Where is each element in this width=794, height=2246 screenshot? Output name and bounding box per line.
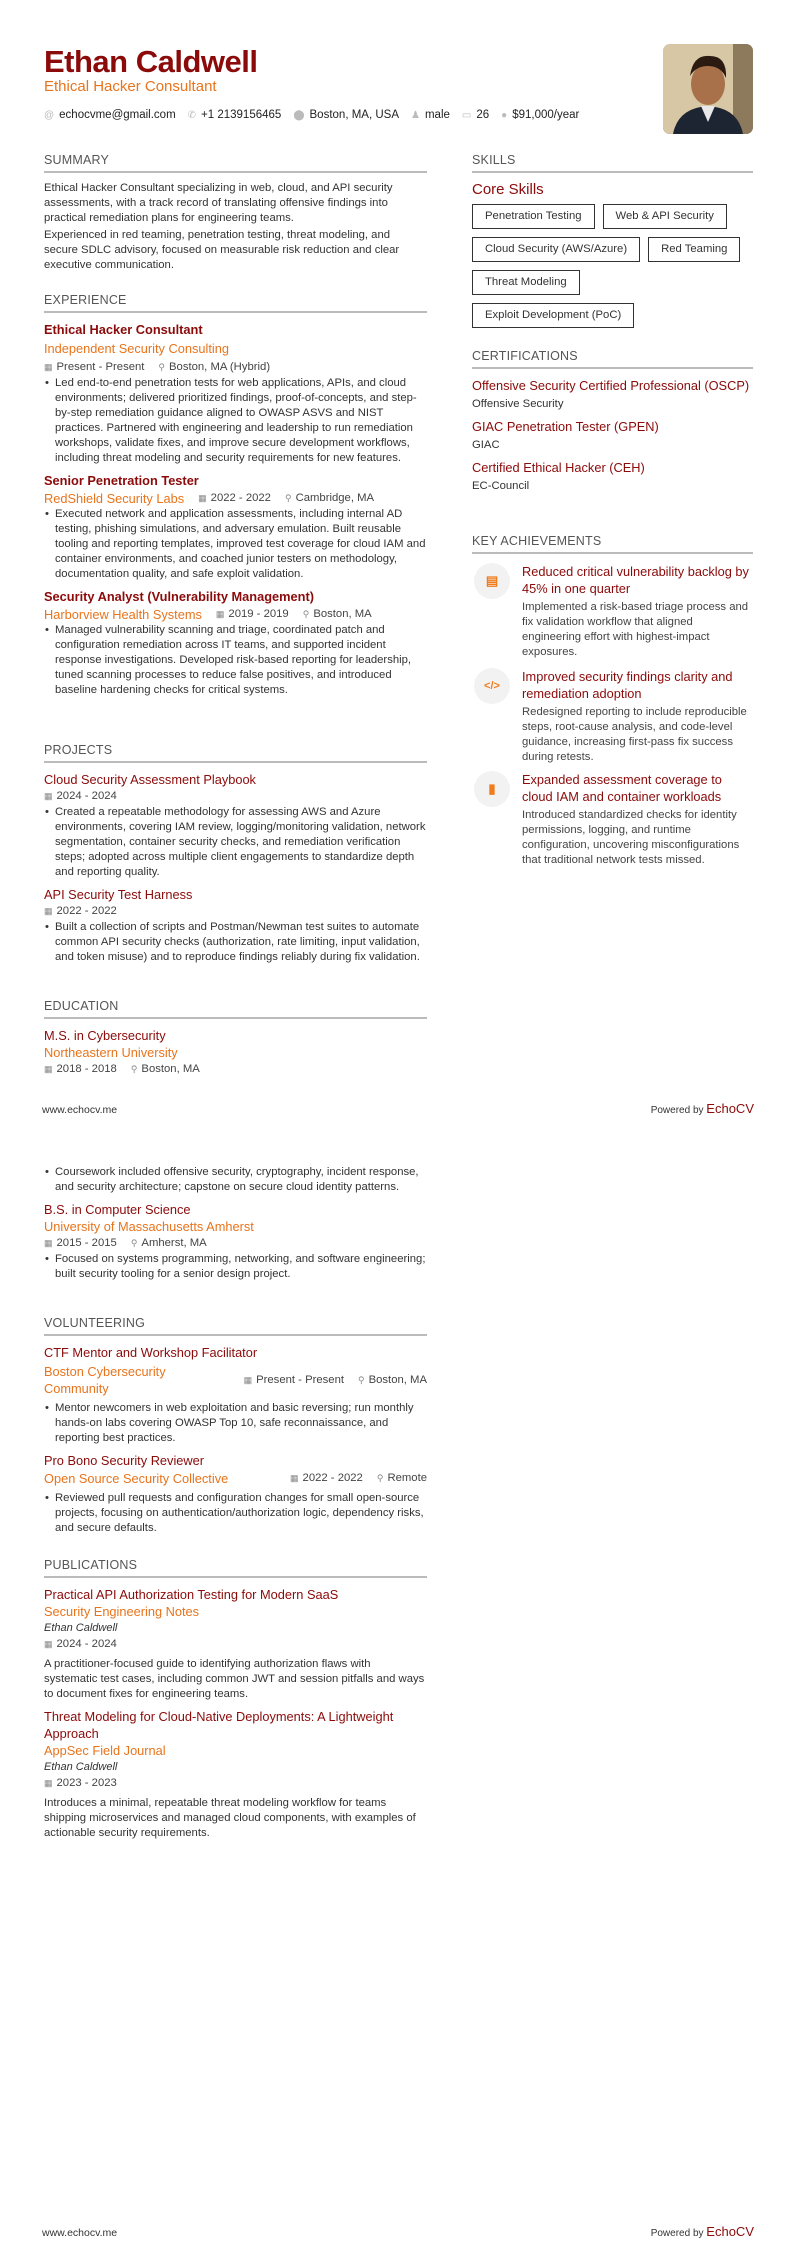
project-bullet: • Built a collection of scripts and Postman/Newman test suites to automate common API security checks (authorization, rate limiting, input validation, and token misuse) and to reproduce findings reliably during fix validation.: [44, 920, 427, 965]
education-heading: EDUCATION: [44, 999, 427, 1019]
project-item: [44, 886, 427, 965]
location-pin-icon: ⚲: [302, 609, 310, 619]
publication-publisher: AppSec Field Journal: [44, 1743, 166, 1758]
publications-section: [44, 1558, 427, 1847]
achievements-heading: KEY ACHIEVEMENTS: [472, 534, 753, 554]
education-item: [44, 1201, 427, 1282]
job-bullet: • Managed vulnerability scanning and triage, coordinated patch and configuration remediation across IT teams, and supported incident response investigations. Developed risk-based reporting for leadership, tuned scanning processes to reduce false positives, and introduced baseline hardening checks for critical systems.: [44, 623, 427, 698]
calendar-icon: ▦: [215, 609, 225, 619]
summary-heading: SUMMARY: [44, 153, 427, 173]
calendar-icon: ▦: [44, 791, 53, 801]
publication-item: [44, 1586, 427, 1702]
brand-logo: EchoCV: [706, 1101, 754, 1116]
location-pin-icon: ⚲: [130, 1064, 138, 1074]
volunteer-bullet: • Mentor newcomers in web exploitation and basic reversing; run monthly hands-on labs covering OWASP Top 10, safe reconnaissance, and reporting best practices.: [44, 1401, 427, 1446]
education-continued: [44, 1165, 427, 1282]
volunteer-title: CTF Mentor and Workshop Facilitator: [44, 1345, 258, 1360]
calendar-icon: ▦: [44, 362, 53, 372]
location-pin-icon: ⚲: [284, 493, 292, 503]
volunteer-item: [44, 1344, 427, 1446]
job-title: Senior Penetration Tester: [44, 473, 199, 488]
volunteer-title: Pro Bono Security Reviewer: [44, 1453, 205, 1468]
volunteer-meta: ▦ 2022 - 2022 ⚲ Remote: [290, 1472, 427, 1484]
publication-title: Threat Modeling for Cloud-Native Deployments: A Lightweight Approach: [44, 1709, 394, 1741]
cert-name: Offensive Security Certified Professional (OSCP): [472, 378, 750, 393]
footer-powered-by: Powered by EchoCV: [650, 1101, 754, 1116]
person-icon: ♟: [411, 110, 420, 121]
experience-section: [44, 293, 427, 704]
skill-tag: Threat Modeling: [472, 270, 580, 295]
phone-icon: ✆: [187, 110, 197, 121]
contact-email[interactable]: @ echocvme@gmail.com: [44, 109, 176, 121]
school-name: Northeastern University: [44, 1045, 178, 1060]
profile-photo: [663, 44, 753, 134]
publications-heading: PUBLICATIONS: [44, 1558, 427, 1578]
skill-tag: Web & API Security: [603, 204, 727, 229]
contact-gender: ♟ male: [411, 109, 450, 121]
achievement-description: Introduced standardized checks for identity permissions, logging, and runtime configuration, uncovering misconfigurations that traditional network tests missed.: [522, 809, 740, 866]
education-meta: ▦ 2015 - 2015 ⚲ Amherst, MA: [44, 1237, 207, 1249]
volunteer-org: Open Source Security Collective: [44, 1471, 229, 1486]
experience-heading: EXPERIENCE: [44, 293, 427, 313]
contact-row: [44, 109, 579, 121]
project-title: Cloud Security Assessment Playbook: [44, 772, 256, 787]
calendar-chart-icon: ▤: [474, 563, 510, 599]
at-icon: @: [44, 110, 55, 121]
contact-location: ⬤ Boston, MA, USA: [293, 109, 399, 121]
publication-publisher: Security Engineering Notes: [44, 1604, 200, 1619]
candidate-title: Ethical Hacker Consultant: [44, 78, 217, 95]
project-title: API Security Test Harness: [44, 887, 193, 902]
calendar-icon: ▦: [44, 1778, 53, 1788]
calendar-icon: ▦: [290, 1473, 299, 1483]
education-section: [44, 999, 427, 1078]
skill-tag: Exploit Development (PoC): [472, 303, 634, 328]
contact-phone[interactable]: ✆ +1 2139156465: [187, 109, 282, 121]
experience-item: [44, 588, 427, 698]
school-name: University of Massachusetts Amherst: [44, 1219, 254, 1234]
achievement-description: Redesigned reporting to include reproducible steps, root-cause analysis, and code-level guidance, increasing first-pass fix success during retests.: [522, 706, 747, 763]
publication-description: Introduces a minimal, repeatable threat modeling workflow for teams shipping microservices and managed cloud components, with examples of actionable security requirements.: [44, 1797, 416, 1839]
volunteer-org: Boston Cybersecurity Community: [44, 1364, 166, 1396]
code-icon: </>: [474, 668, 510, 704]
contact-salary: ● $91,000/year: [501, 109, 580, 121]
location-pin-icon: ⚲: [158, 362, 166, 372]
project-dates: ▦ 2024 - 2024: [44, 790, 117, 802]
calendar-icon: ▦: [44, 1639, 53, 1649]
resume-page-2: [0, 1123, 794, 2246]
certifications-heading: CERTIFICATIONS: [472, 349, 753, 369]
experience-item: [44, 472, 427, 582]
project-dates: ▦ 2022 - 2022: [44, 905, 117, 917]
job-title: Ethical Hacker Consultant: [44, 322, 203, 337]
education-bullet: • Coursework included offensive security, cryptography, incident response, and security architecture; capstone on secure cloud identity patterns.: [44, 1165, 427, 1195]
experience-item: [44, 321, 427, 466]
achievements-section: [472, 534, 753, 866]
job-meta: ▦ 2022 - 2022 ⚲ Cambridge, MA: [198, 492, 375, 504]
summary-paragraph: Experienced in red teaming, penetration testing, threat modeling, and secure SDLC advisory, focused on measurable risk reduction and clear executive communication.: [44, 229, 400, 271]
cert-name: Certified Ethical Hacker (CEH): [472, 460, 645, 475]
projects-section: [44, 743, 427, 971]
location-pin-icon: ⚲: [130, 1238, 138, 1248]
footer-powered-by: Powered by EchoCV: [650, 2224, 754, 2239]
location-icon: ⬤: [293, 110, 305, 121]
publication-author: Ethan Caldwell: [44, 1622, 118, 1634]
footer-website[interactable]: www.echocv.me: [42, 2227, 118, 2239]
location-pin-icon: ⚲: [376, 1473, 384, 1483]
cert-issuer: Offensive Security: [472, 398, 564, 410]
skills-heading: SKILLS: [472, 153, 753, 173]
volunteer-item: [44, 1452, 427, 1536]
degree-title: M.S. in Cybersecurity: [44, 1028, 166, 1043]
job-bullet: • Executed network and application assessments, including internal AD testing, phishing simulations, and adversary emulation. Built reusable tooling and reporting templates, improved test coverage for cloud IAM and container environments, and coached junior testers on methodology, documentation quality, and safe exploit validation.: [44, 507, 427, 582]
calendar-icon: ▦: [44, 1238, 53, 1248]
cert-issuer: GIAC: [472, 439, 500, 451]
summary-section: [44, 153, 427, 273]
calendar-icon: ▦: [198, 493, 207, 503]
money-icon: ●: [501, 110, 508, 121]
publication-title: Practical API Authorization Testing for Modern SaaS: [44, 1587, 339, 1602]
skill-tag: Cloud Security (AWS/Azure): [472, 237, 640, 262]
company-name: Harborview Health Systems: [44, 607, 202, 622]
volunteering-heading: VOLUNTEERING: [44, 1316, 427, 1336]
skills-group-title: Core Skills: [472, 181, 544, 198]
cert-issuer: EC-Council: [472, 480, 530, 492]
skill-tag: Penetration Testing: [472, 204, 595, 229]
skills-section: [472, 153, 753, 336]
calendar-icon: ▦: [243, 1374, 253, 1385]
achievement-title: Expanded assessment coverage to cloud IAM and container workloads: [522, 772, 722, 804]
volunteer-meta: ▦ Present - Present ⚲ Boston, MA: [243, 1373, 427, 1386]
job-meta: ▦ Present - Present ⚲ Boston, MA (Hybrid): [44, 361, 271, 373]
education-meta: ▦ 2018 - 2018 ⚲ Boston, MA: [44, 1063, 200, 1075]
achievement-description: Implemented a risk-based triage process and fix validation workflow that aligned engineering effort with highest-impact exposures.: [522, 601, 749, 658]
calendar-icon: ▦: [44, 906, 53, 916]
publication-author: Ethan Caldwell: [44, 1761, 118, 1773]
job-meta: ▦ 2019 - 2019 ⚲ Boston, MA: [215, 608, 372, 620]
job-title: Security Analyst (Vulnerability Management): [44, 589, 314, 604]
calendar-icon: ▦: [44, 1064, 53, 1074]
brand-logo: EchoCV: [706, 2224, 754, 2239]
company-name: RedShield Security Labs: [44, 491, 185, 506]
skill-tags: [472, 204, 753, 336]
achievement-title: Reduced critical vulnerability backlog by 45% in one quarter: [522, 564, 749, 596]
summary-paragraph: Ethical Hacker Consultant specializing in web, cloud, and API security assessments, with a track record of translating offensive findings into practical remediation plans for engineering teams.: [44, 182, 393, 224]
education-bullet: • Focused on systems programming, networking, and software engineering; built security tooling for a senior design project.: [44, 1252, 427, 1282]
volunteering-section: [44, 1316, 427, 1542]
clipboard-icon: ▮: [474, 771, 510, 807]
publication-item: [44, 1708, 427, 1841]
skill-tag: Red Teaming: [648, 237, 740, 262]
publication-dates: ▦ 2023 - 2023: [44, 1777, 117, 1789]
publication-dates: ▦ 2024 - 2024: [44, 1638, 117, 1650]
job-bullet: • Led end-to-end penetration tests for web applications, APIs, and cloud environments; delivered prioritized findings, proof-of-concepts, and step-by-step remediation guidance aligned to OWASP ASVS and NIST practices. Partnered with engineering and leadership to run remediation workshops, validate fixes, and improve secure development workflows, including threat modeling and security requirements for new features.: [44, 376, 427, 466]
company-name: Independent Security Consulting: [44, 341, 229, 356]
contact-age: ▭ 26: [461, 109, 490, 121]
calendar-icon: ▭: [461, 110, 472, 121]
location-pin-icon: ⚲: [358, 1374, 365, 1385]
candidate-name: Ethan Caldwell: [44, 44, 258, 79]
degree-title: B.S. in Computer Science: [44, 1202, 191, 1217]
cert-name: GIAC Penetration Tester (GPEN): [472, 419, 659, 434]
certifications-section: [472, 349, 753, 496]
publication-description: A practitioner-focused guide to identifying authorization flaws with systematic test cases, including common JWT and session pitfalls and ways to document fixes for engineering teams.: [44, 1658, 425, 1700]
footer-website[interactable]: www.echocv.me: [42, 1104, 118, 1116]
project-item: [44, 771, 427, 880]
achievement-title: Improved security findings clarity and remediation adoption: [522, 669, 733, 701]
project-bullet: • Created a repeatable methodology for assessing AWS and Azure environments, covering IAM review, logging/monitoring validation, network segmentation, container security checks, and remediation verification steps; adopted across multiple client engagements to standardize depth and reporting quality.: [44, 805, 427, 880]
volunteer-bullet: • Reviewed pull requests and configuration changes for small open-source projects, focusing on authentication/authorization logic, dependency risks, and secure defaults.: [44, 1491, 427, 1536]
projects-heading: PROJECTS: [44, 743, 427, 763]
